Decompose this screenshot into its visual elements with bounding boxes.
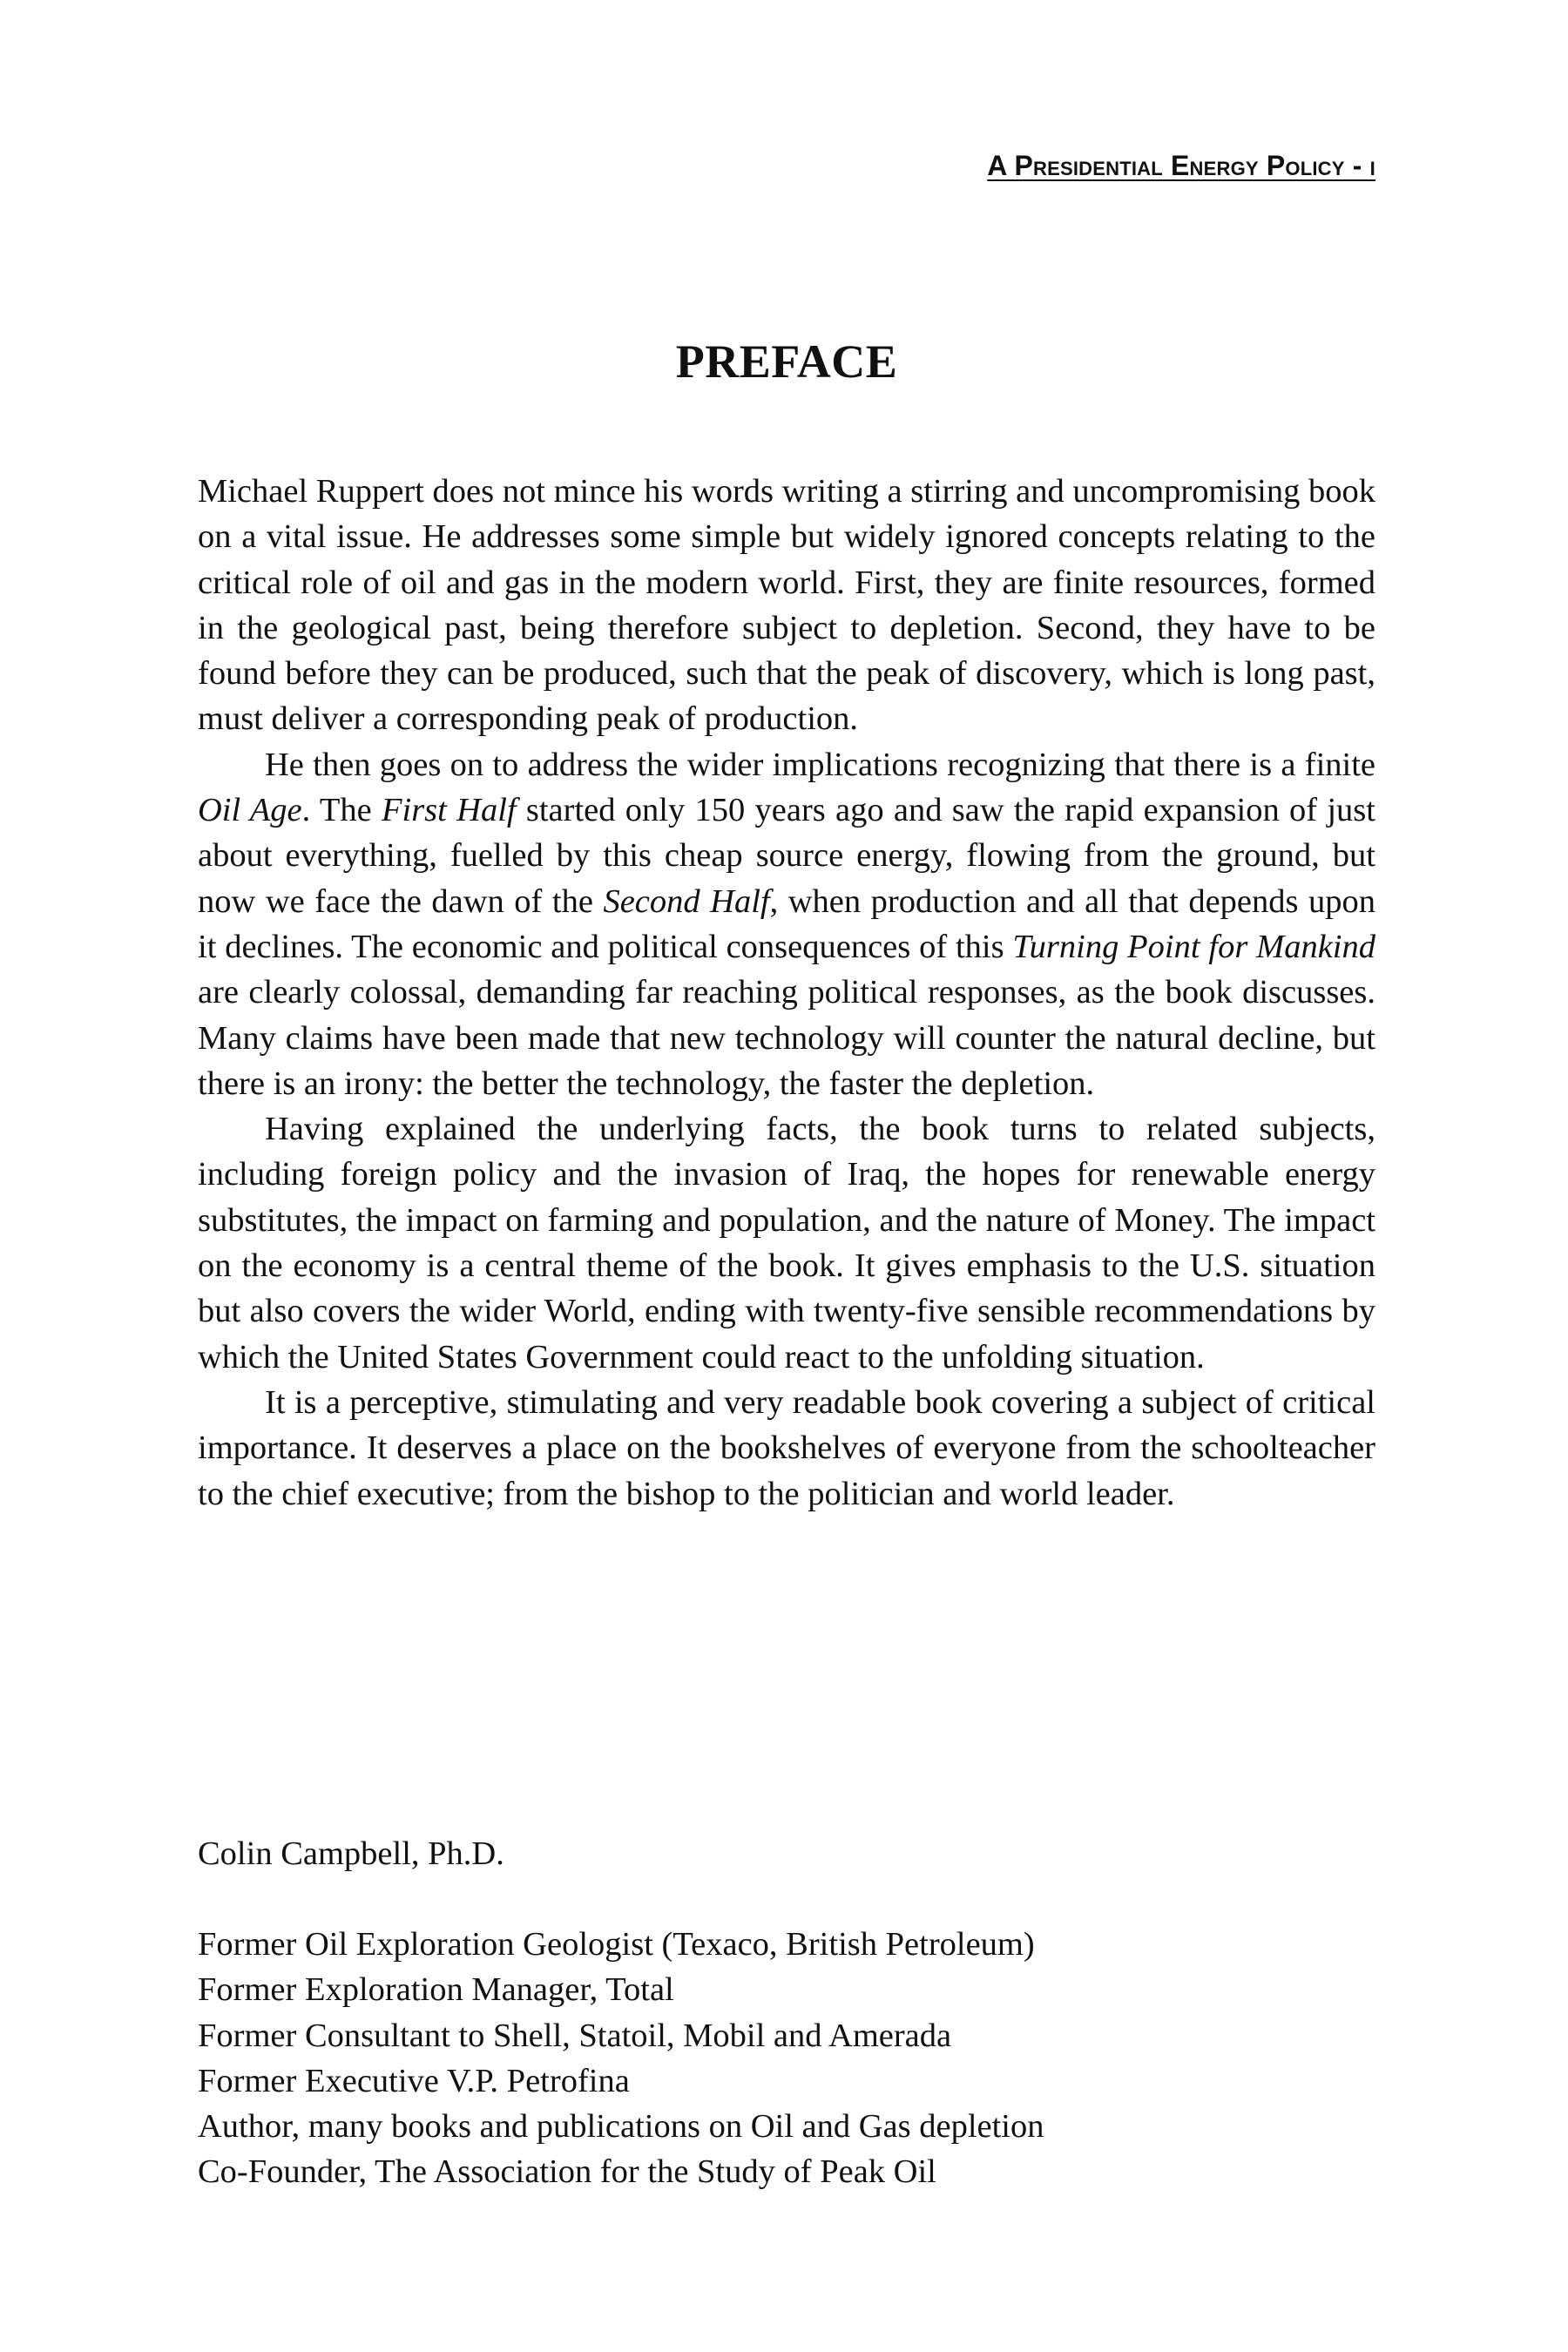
paragraph-4 xyxy=(198,1380,1375,1517)
italic-term-turning-point: Turning Point for Mankind xyxy=(1012,928,1375,965)
credential-line: Former Executive V.P. Petrofina xyxy=(198,2062,630,2099)
paragraph-text: Michael Ruppert does not mince his words writing a stirring and uncompromising book on a vital issue. He addresses some simple but widely ignored concepts relating to the critical role of oil and gas in the modern world. First, they are finite resources, formed in the geological past, being therefore subject to depletion. Second, they have to be found before they can be produced, such that the peak of discovery, which is long past, must deliver a corresponding peak of production. xyxy=(198,473,1375,738)
signature: Colin Campbell, Ph.D. xyxy=(198,1835,504,1872)
paragraph-text: He then goes on to address the wider implications recognizing that there is a finite xyxy=(265,746,1375,783)
credential-line: Former Consultant to Shell, Statoil, Mobil and Amerada xyxy=(198,2017,952,2054)
running-header: A Presidential Energy Policy - i xyxy=(987,150,1375,181)
credential-line: Former Oil Exploration Geologist (Texaco, British Petroleum) xyxy=(198,1926,1035,1963)
preface-body xyxy=(198,469,1375,1517)
paragraph-2 xyxy=(198,742,1375,1106)
credential-line: Co-Founder, The Association for the Study of Peak Oil xyxy=(198,2153,936,2191)
paragraph-text: Having explained the underlying facts, the book turns to related subjects, including foreign policy and the invasion of Iraq, the hopes for renewable energy substitutes, the impact on farming and population, and the nature of Money. The impact on the economy is a central theme of the book. It gives emphasis to the U.S. situation but also covers the wider World, ending with twenty-five sensible recommendations by which the United States Government could react to the unfolding situation. xyxy=(198,1111,1375,1375)
paragraph-text: It is a perceptive, stimulating and very readable book covering a subject of critical importance. It deserves a place on the bookshelves of everyone from the schoolteacher to the chief executive; from the bishop to the politician and world leader. xyxy=(198,1383,1375,1512)
paragraph-text: started only 150 years ago and saw the rapid expansion of just about everything, fuelled by this cheap source energy, flowing from the ground, but now we face the dawn of the xyxy=(198,792,1375,920)
italic-term-second-half: Second Half xyxy=(603,882,770,920)
page-title: PREFACE xyxy=(675,335,898,388)
paragraph-text: , when production and all that depends upon it declines. The economic and political consequences of this xyxy=(198,882,1376,965)
paragraph-text: . The xyxy=(301,792,382,829)
credential-line: Author, many books and publications on Oil and Gas depletion xyxy=(198,2108,1044,2146)
italic-term-first-half: First Half xyxy=(381,792,517,829)
document-page xyxy=(198,0,1375,2352)
paragraph-1 xyxy=(198,469,1375,742)
paragraph-text: are clearly colossal, demanding far reaching political responses, as the book discusses. Many claims have been made that new technology will counter the natural decline, but there is an irony: the better the technology, the faster the depletion. xyxy=(198,974,1375,1102)
credential-line: Former Exploration Manager, Total xyxy=(198,1971,674,2009)
credentials-list xyxy=(198,1922,1044,2195)
italic-term-oil-age: Oil Age xyxy=(198,792,302,829)
paragraph-3 xyxy=(198,1106,1375,1380)
